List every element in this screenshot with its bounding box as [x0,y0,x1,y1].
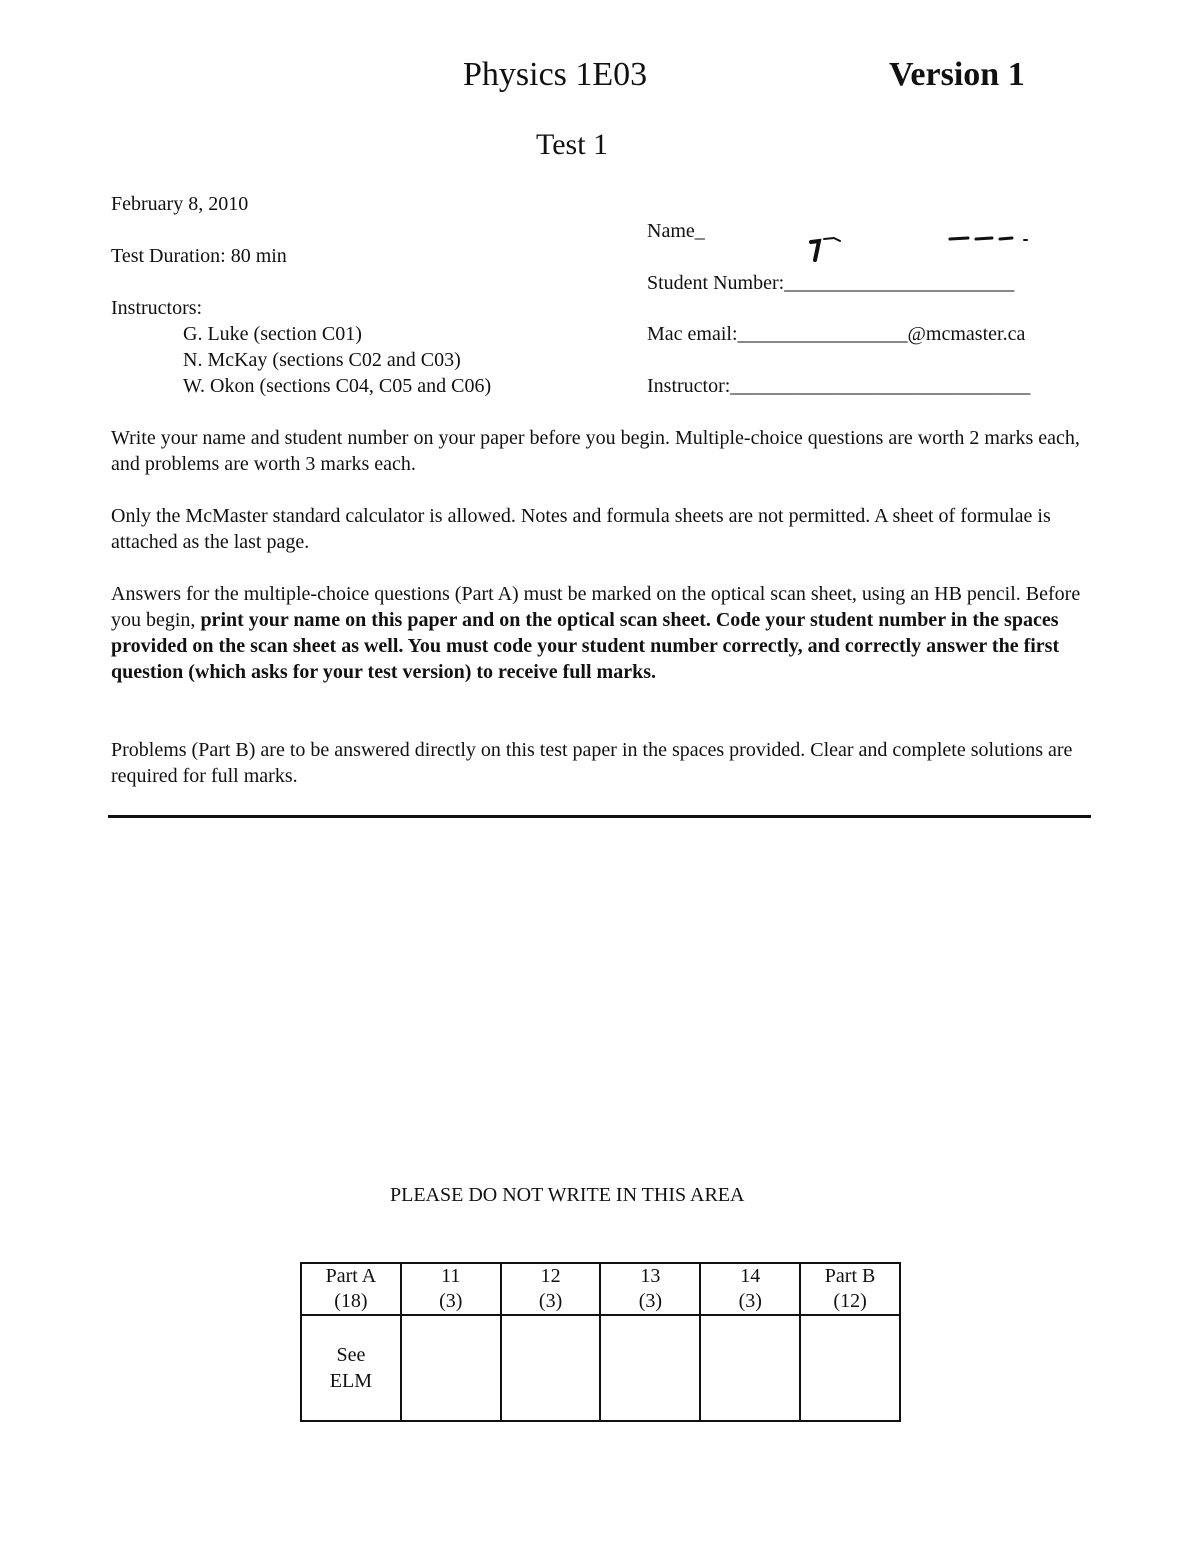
instructions-paragraph-1: Write your name and student number on your paper before you begin. Multiple-choice questions are worth 2 marks each, and problems are worth 3 marks each. [111,427,1080,475]
course-title: Physics 1E03 [463,56,648,93]
score-column-marks: (18) [334,1290,368,1312]
score-cell [501,1315,601,1421]
score-header-cell [301,1263,401,1315]
test-duration: Test Duration: 80 min [111,245,287,267]
mac-email-field[interactable]: Mac email:_________________@mcmaster.ca [647,323,1026,345]
instructions-paragraph-4: Problems (Part B) are to be answered directly on this test paper in the spaces provided. Clear and complete solutions are required for full marks. [111,739,1073,787]
score-header-cell [600,1263,700,1315]
do-not-write-notice: PLEASE DO NOT WRITE IN THIS AREA [390,1184,745,1206]
score-column-marks: (12) [833,1290,867,1312]
score-cell [401,1315,501,1421]
score-table [300,1262,901,1422]
instructions-paragraph-2: Only the McMaster standard calculator is allowed. Notes and formula sheets are not permitted. A sheet of formulae is attached as the last page. [111,505,1051,553]
instructors-label: Instructors: [111,297,203,319]
score-table-entry-row [301,1315,900,1421]
score-table-header-row [301,1263,900,1315]
section-divider [108,815,1091,818]
instructor-line: W. Okon (sections C04, C05 and C06) [183,375,492,397]
score-column-label: 12 [540,1265,561,1287]
score-cell [700,1315,800,1421]
version-label: Version 1 [889,56,1025,93]
instructions-paragraph-3-plain: Answers for the multiple-choice questions (Part A) must be marked on the optical scan sheet, using an HB pencil. Before you begin, [111,583,1081,631]
name-field[interactable]: Name_ [647,220,705,242]
score-header-cell [800,1263,900,1315]
instructor-field[interactable]: Instructor:______________________________ [647,375,1031,397]
instructions-paragraph-3-bold: print your name on this paper and on the optical scan sheet. Code your student number in the spaces provided on the scan sheet as well. You must code your student number correctly, and correctly answer the first question (which asks for your test version) to receive full marks. [111,609,1060,683]
instructor-line: N. McKay (sections C02 and C03) [183,349,461,371]
score-column-marks: (3) [638,1290,663,1312]
score-column-label: Part B [824,1265,876,1287]
score-column-label: 14 [740,1265,761,1287]
test-date: February 8, 2010 [111,193,249,215]
score-column-marks: (3) [439,1290,463,1312]
part-a-note: ELM [329,1370,373,1392]
score-column-label: 13 [640,1265,661,1287]
score-column-marks: (3) [538,1290,563,1312]
score-cell [800,1315,900,1421]
instructor-line: G. Luke (section C01) [183,323,362,345]
score-column-marks: (3) [738,1290,762,1312]
student-number-field[interactable]: Student Number:_______________________ [647,272,1015,294]
score-header-cell [501,1263,601,1315]
score-column-label: 11 [441,1265,461,1287]
handwritten-name-marks [800,228,1040,268]
part-a-note: See [336,1344,366,1366]
score-cell [600,1315,700,1421]
instructions-paragraph-3 [111,581,1101,685]
score-column-label: Part A [325,1265,377,1287]
score-header-cell [700,1263,800,1315]
test-title: Test 1 [536,128,609,161]
score-header-cell [401,1263,501,1315]
score-cell-part-a [301,1315,401,1421]
